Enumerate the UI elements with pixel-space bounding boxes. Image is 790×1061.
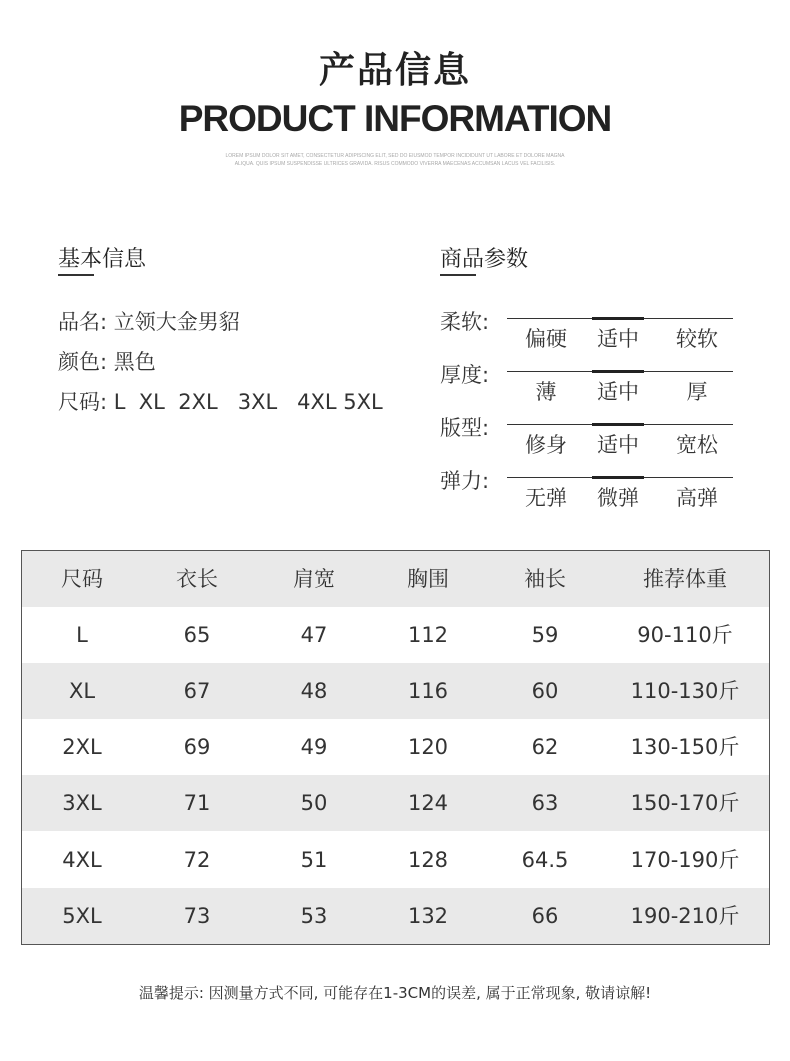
table-row (22, 607, 769, 663)
param-selected-marker (592, 423, 644, 426)
table-cell: 112 (407, 623, 449, 647)
basic-info-title-underline (58, 274, 94, 276)
params-title-text: 商品参数 (440, 247, 529, 272)
table-header-cell: 袖长 (524, 567, 566, 591)
param-option: 高弹 (676, 486, 718, 510)
table-cell: 51 (300, 848, 328, 872)
table-cell: 48 (300, 679, 328, 703)
params-title (440, 242, 528, 273)
table-cell: 69 (183, 735, 211, 759)
table-header-cell: 胸围 (407, 567, 449, 591)
table-header-row (22, 551, 769, 607)
table-header-cell: 尺码 (61, 567, 103, 591)
param-option: 修身 (525, 433, 567, 457)
table-cell: 110-130斤 (630, 679, 740, 703)
table-cell: 116 (407, 679, 449, 703)
param-option: 厚 (686, 380, 708, 404)
param-option: 无弹 (525, 486, 567, 510)
table-cell: 72 (183, 848, 211, 872)
table-row (22, 888, 769, 944)
table-cell: 190-210斤 (630, 904, 740, 928)
table-header-cell: 肩宽 (293, 567, 335, 591)
param-option: 宽松 (676, 433, 718, 457)
param-option: 微弹 (597, 486, 639, 510)
table-cell: 66 (531, 904, 559, 928)
sizes-line: 尺码: L XL 2XL 3XL 4XL 5XL (58, 390, 383, 414)
param-label: 柔软: (440, 310, 490, 334)
table-cell: 5XL (62, 904, 102, 928)
param-selected-marker (592, 370, 644, 373)
table-cell: 4XL (62, 848, 102, 872)
param-label: 弹力: (440, 469, 490, 493)
table-row (22, 832, 769, 888)
param-label: 厚度: (440, 363, 490, 387)
table-cell: 170-190斤 (630, 848, 740, 872)
table-cell: 150-170斤 (630, 791, 740, 815)
table-cell: 47 (300, 623, 328, 647)
table-cell: 62 (531, 735, 559, 759)
table-cell: L (76, 623, 88, 647)
table-cell: 50 (300, 791, 328, 815)
param-option: 薄 (535, 380, 557, 404)
table-header-cell: 推荐体重 (643, 567, 727, 591)
param-selected-marker (592, 476, 644, 479)
page-title-en: PRODUCT INFORMATION (178, 98, 612, 139)
color-line: 颜色: 黑色 (58, 350, 156, 374)
table-cell: 120 (407, 735, 449, 759)
table-cell: 49 (300, 735, 328, 759)
table-cell: XL (68, 679, 96, 703)
table-row (22, 775, 769, 831)
param-label: 版型: (440, 416, 490, 440)
table-cell: 59 (531, 623, 559, 647)
param-option: 偏硬 (525, 327, 567, 351)
decorative-lorem-text: LOREM IPSUM DOLOR SIT AMET, CONSECTETUR ADIPISCING ELIT, SED DO EIUSMOD TEMPOR INCIDIDUNT UT LABORE ET DOLORE MAGNA ALIQUA. QUIS IPSUM SUSPENDISSE ULTRICES GRAVIDA. RISUS COMMODO VIVERRA MAECENAS ACCUMSAN LACUS VEL FACILISIS. (225, 153, 565, 167)
table-header-cell: 衣长 (176, 567, 218, 591)
table-cell: 60 (531, 679, 559, 703)
size-table (21, 550, 770, 945)
table-cell: 128 (407, 848, 449, 872)
param-option: 适中 (597, 380, 639, 404)
basic-info-title (58, 242, 146, 273)
page-title-cn: 产品信息 (318, 50, 471, 91)
params-title-underline (440, 274, 476, 276)
table-cell: 73 (183, 904, 211, 928)
table-cell: 2XL (62, 735, 102, 759)
table-cell: 67 (183, 679, 211, 703)
param-selected-marker (592, 317, 644, 320)
table-cell: 124 (407, 791, 449, 815)
table-row (22, 719, 769, 775)
param-option: 较软 (676, 327, 718, 351)
param-option: 适中 (597, 327, 639, 351)
table-cell: 64.5 (521, 848, 569, 872)
table-cell: 130-150斤 (630, 735, 740, 759)
table-cell: 132 (407, 904, 449, 928)
table-row (22, 663, 769, 719)
table-cell: 90-110斤 (637, 623, 733, 647)
param-option: 适中 (597, 433, 639, 457)
footnote: 温馨提示: 因测量方式不同, 可能存在1-3CM的误差, 属于正常现象, 敬请谅解! (138, 984, 652, 1002)
basic-info-title-text: 基本信息 (58, 247, 147, 272)
table-cell: 3XL (62, 791, 102, 815)
table-cell: 65 (183, 623, 211, 647)
table-cell: 53 (300, 904, 328, 928)
table-cell: 63 (531, 791, 559, 815)
product-name-line: 品名: 立领大金男貂 (58, 310, 240, 334)
table-cell: 71 (183, 791, 211, 815)
